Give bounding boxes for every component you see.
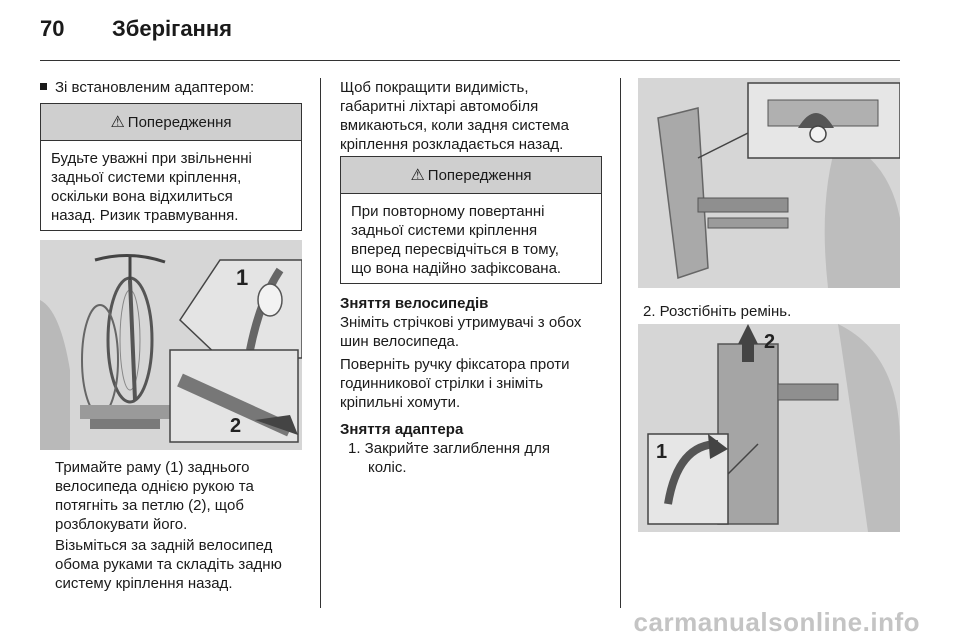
warning-line: вперед пересвідчіться в тому, [351,241,559,258]
watermark: carmanualsonline.info [633,607,920,637]
page-title: Зберігання [112,16,232,41]
light-mount-drawing [638,78,900,288]
text-line: Візьміться за задній велосипед [55,537,273,554]
warning-triangle-icon: ⚠ [110,114,125,131]
page-number: 70 [40,16,65,41]
column-divider-right [620,78,621,608]
instruction-paragraph [55,458,315,534]
warning-line: задньої системи кріплення, [51,169,242,186]
warning-line: При повторному повертанні [351,203,545,220]
instruction-paragraph [340,355,612,412]
bullet-item [40,78,254,97]
instruction-paragraph [55,536,317,593]
strap-release-illustration [638,324,900,532]
strap-release-drawing [638,324,900,532]
text-line: кріплення розкладається назад. [340,136,564,153]
light-mount-illustration [638,78,900,288]
warning-title: Попередження [127,113,232,131]
section-heading: Зняття адаптера [340,421,464,438]
figure-label-2: 2 [230,415,242,437]
warning-line: оскільки вона відхилиться [51,188,233,205]
figure-label-2: 2 [764,331,776,353]
column-divider-left [320,78,321,608]
figure-label-1: 1 [236,265,249,290]
text-line: шин велосипеда. [340,333,460,350]
instruction-paragraph [340,313,612,351]
text-line: кріпильні хомути. [340,394,461,411]
text-line: Тримайте раму (1) заднього [55,459,250,476]
text-line: велосипеда однією рукою та [55,478,254,495]
warning-header [41,104,301,141]
step-item: 2. Розстібніть ремінь. [643,303,792,320]
warning-title: Попередження [427,166,532,184]
warning-box [340,156,602,284]
warning-header [341,157,601,194]
bullet-square-icon [40,83,47,90]
warning-triangle-icon: ⚠ [410,167,425,184]
warning-text [41,141,301,233]
text-line: розблокувати його. [55,516,188,533]
text-line: 1. Закрийте заглиблення для [348,440,550,457]
warning-line: назад. Ризик травмування. [51,207,239,224]
bullet-text: Зі встановленим адаптером: [55,79,255,96]
step-item [348,439,610,477]
section-heading: Зняття велосипедів [340,295,489,312]
text-line: вмикаються, коли задня система [340,117,569,134]
text-line: габаритні ліхтарі автомобіля [340,98,539,115]
text-line: Поверніть ручку фіксатора проти [340,356,570,373]
text-line: потягніть за петлю (2), щоб [55,497,244,514]
warning-box [40,103,302,231]
warning-line: Будьте уважні при звільненні [51,150,252,167]
text-line: коліс. [368,459,407,476]
text-line: Щоб покращити видимість, [340,79,529,96]
warning-line: що вона надійно зафіксована. [351,260,562,277]
warning-text [341,194,601,286]
bike-carrier-illustration [40,240,302,450]
text-line: обома руками та складіть задню [55,556,282,573]
bike-carrier-drawing [40,240,302,450]
text-line: систему кріплення назад. [55,575,233,592]
header-divider [40,60,900,61]
info-paragraph [340,78,610,154]
text-line: Зніміть стрічкові утримувачі з обох [340,314,582,331]
text-line: годинникової стрілки і зніміть [340,375,544,392]
figure-label-1: 1 [656,441,668,463]
warning-line: задньої системи кріплення [351,222,538,239]
